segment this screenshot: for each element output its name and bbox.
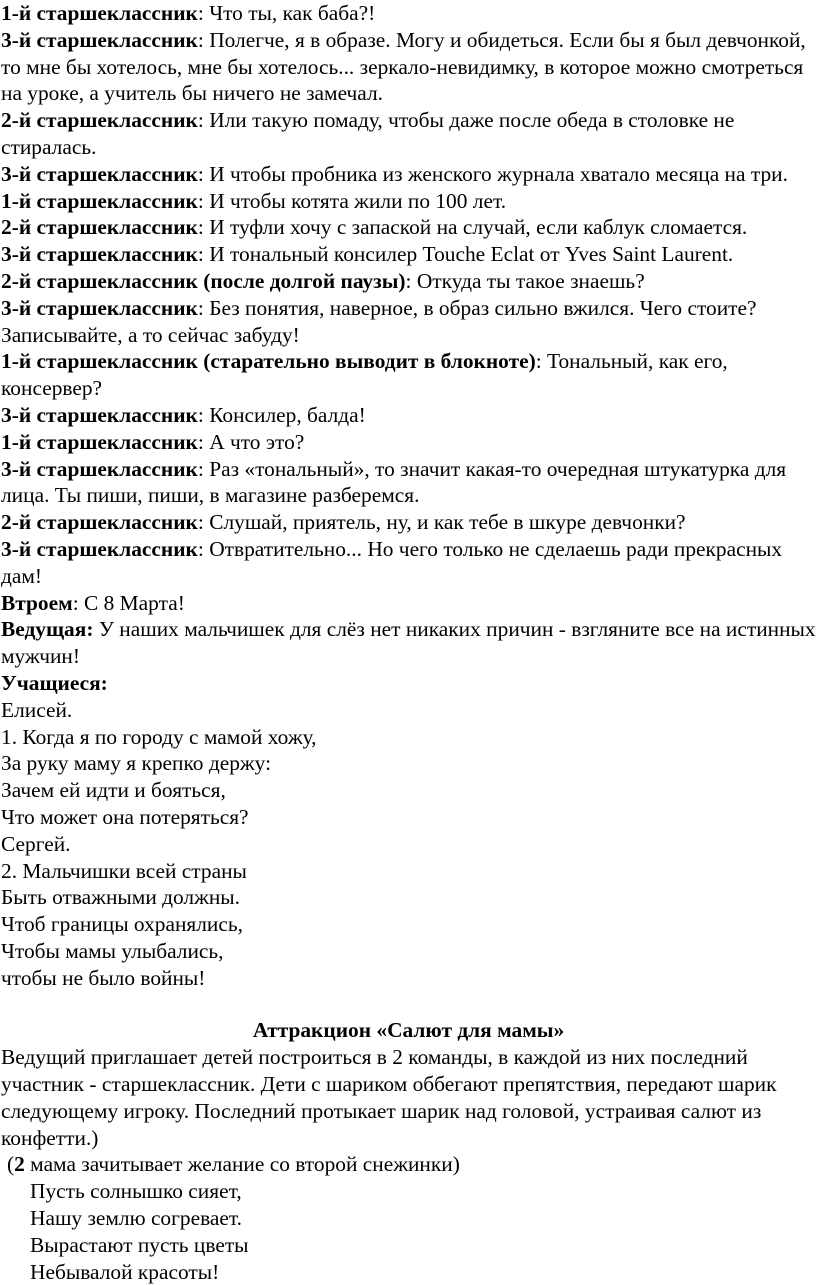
- speaker-name: 3-й старшеклассник: [1, 402, 198, 427]
- speech-text: С 8 Марта!: [84, 590, 185, 615]
- speaker-separator: :: [197, 510, 210, 535]
- dialogue-line: [1, 402, 816, 429]
- speaker-name: Ведущая:: [1, 617, 94, 642]
- speech-text: Или такую помаду, чтобы даже после обеда в столовке не стиралась.: [1, 108, 740, 159]
- dialogue-line: [1, 590, 816, 617]
- poem-line: За руку маму я крепко держу:: [1, 751, 272, 776]
- speaker-separator: :: [197, 429, 210, 454]
- poem-line: Чтобы мамы улыбались,: [1, 938, 224, 963]
- speech-text: И чтобы пробника из женского журнала хватало месяца на три.: [209, 161, 788, 186]
- poem-line: Что может она потеряться?: [1, 804, 249, 829]
- speech-text: А что это?: [209, 429, 305, 454]
- speech-text: У наших мальчишек для слёз нет никаких причин - взгляните все на истинных мужчин!: [1, 617, 816, 669]
- poem-line: 1. Когда я по городу с мамой хожу,: [1, 724, 317, 749]
- speaker-separator: :: [197, 108, 210, 133]
- poem-line: Елисей.: [1, 697, 73, 722]
- dialogue-line: [1, 214, 816, 241]
- speech-text: И тональный консилер Touche Eclat от Yves Saint Laurent.: [209, 242, 734, 267]
- speaker-separator: :: [197, 215, 210, 240]
- speech-text: Слушай, приятель, ну, и как тебе в шкуре девчонки?: [209, 510, 686, 535]
- poem-line: Быть отважными должны.: [1, 885, 241, 910]
- speech-text: Полегче, я в образе. Могу и обидеться. Если бы я был девчонкой, то мне бы хотелось, мне бы хотелось... зеркало-невидимку, в которое можно смотреться на уроке, а учитель бы ничего не замечал.: [1, 27, 812, 106]
- speaker-name: Втроем: [1, 590, 73, 615]
- speech-text: Что ты, как баба?!: [209, 1, 376, 25]
- attraction-description: Ведущий приглашает детей построиться в 2 команды, в каждой из них последний участник - старшеклассник. Дети с шариком оббегают препятствия, передают шарик следующему игроку. Последний протыкает шарик над головой, устраивая салют из конфетти.): [1, 1045, 782, 1150]
- poems-block: [1, 697, 816, 992]
- dialogue-line: [1, 456, 816, 510]
- speaker-name: 3-й старшеклассник: [1, 295, 198, 320]
- speaker-name: 1-й старшеклассник: [1, 429, 198, 454]
- speaker-name: 3-й старшеклассник: [1, 161, 198, 186]
- attraction-note: [1, 1151, 816, 1178]
- speaker-separator: :: [197, 402, 210, 427]
- dialogue-line: [1, 295, 816, 349]
- speech-text: И чтобы котята жили по 100 лет.: [209, 188, 507, 213]
- poem-line: Сергей.: [1, 831, 71, 856]
- note-number: 2: [14, 1152, 25, 1177]
- verse-line: Пусть солнышко сияет,: [30, 1179, 242, 1204]
- speaker-separator: :: [197, 242, 210, 267]
- speaker-name: 1-й старшеклассник: [1, 188, 198, 213]
- note-text: мама зачитывает желание со второй снежинки): [24, 1152, 460, 1177]
- speaker-name: 3-й старшеклассник: [1, 536, 198, 561]
- speaker-separator: :: [197, 295, 210, 320]
- speaker-name: 2-й старшеклассник: [1, 510, 198, 535]
- dialogue-line: [1, 536, 816, 590]
- attraction-title: Аттракцион «Салют для мамы»: [252, 1018, 565, 1043]
- verse-line: Вырастают пусть цветы: [30, 1232, 249, 1257]
- speaker-name: 3-й старшеклассник: [1, 242, 198, 267]
- students-label: Учащиеся:: [1, 670, 108, 695]
- speaker-separator: :: [72, 590, 84, 615]
- speech-text: Отвратительно... Но чего только не сделаешь ради прекрасных дам!: [1, 536, 788, 588]
- speaker-separator: :: [197, 456, 210, 481]
- dialogue-line: [1, 27, 816, 107]
- speaker-separator: :: [197, 1, 210, 25]
- speaker-separator: :: [197, 536, 210, 561]
- poem-line: 2. Мальчишки всей страны: [1, 858, 247, 883]
- speaker-separator: :: [197, 188, 210, 213]
- speaker-name: 3-й старшеклассник: [1, 27, 198, 52]
- verse-line: Нашу землю согревает.: [30, 1206, 242, 1231]
- dialogue-line: [1, 188, 816, 215]
- dialogue-line: [1, 429, 816, 456]
- speaker-name: 2-й старшеклассник: [1, 108, 198, 133]
- poem-line: чтобы не было войны!: [1, 965, 206, 990]
- dialogue-block: [1, 0, 816, 670]
- note-open: (: [7, 1152, 15, 1177]
- verse-line: Небывалой красоты!: [30, 1259, 220, 1284]
- speaker-name: 2-й старшеклассник (после долгой паузы): [1, 268, 406, 293]
- speaker-separator: :: [405, 268, 417, 293]
- dialogue-line: [1, 348, 816, 402]
- speech-text: Раз «тональный», то значит какая-то очередная штукатурка для лица. Ты пиши, пиши, в магазине разберемся.: [1, 456, 792, 508]
- speaker-separator: :: [197, 161, 210, 186]
- speaker-separator: :: [197, 27, 210, 52]
- speech-text: Откуда ты такое знаешь?: [416, 268, 645, 293]
- dialogue-line: [1, 241, 816, 268]
- dialogue-line: [1, 161, 816, 188]
- dialogue-line: [1, 616, 816, 670]
- speech-text: Тональный, как его, консервер?: [1, 349, 734, 401]
- speech-text: Консилер, балда!: [209, 402, 366, 427]
- poem-line: Зачем ей идти и бояться,: [1, 778, 226, 803]
- verse-block: [1, 1178, 816, 1285]
- dialogue-line: [1, 0, 816, 27]
- dialogue-line: [1, 107, 816, 161]
- speech-text: Без понятия, наверное, в образ сильно вжился. Чего стоите? Записывайте, а то сейчас забуду!: [1, 295, 762, 347]
- dialogue-line: [1, 268, 816, 295]
- speaker-name: 1-й старшеклассник: [1, 1, 198, 25]
- dialogue-line: [1, 509, 816, 536]
- speaker-name: 2-й старшеклассник: [1, 215, 198, 240]
- poem-line: Чтоб границы охранялись,: [1, 912, 243, 937]
- speaker-name: 1-й старшеклассник (старательно выводит в блокноте): [1, 349, 536, 374]
- speaker-separator: :: [535, 349, 548, 374]
- speech-text: И туфли хочу с запаской на случай, если каблук сломается.: [209, 215, 748, 240]
- speaker-name: 3-й старшеклассник: [1, 456, 198, 481]
